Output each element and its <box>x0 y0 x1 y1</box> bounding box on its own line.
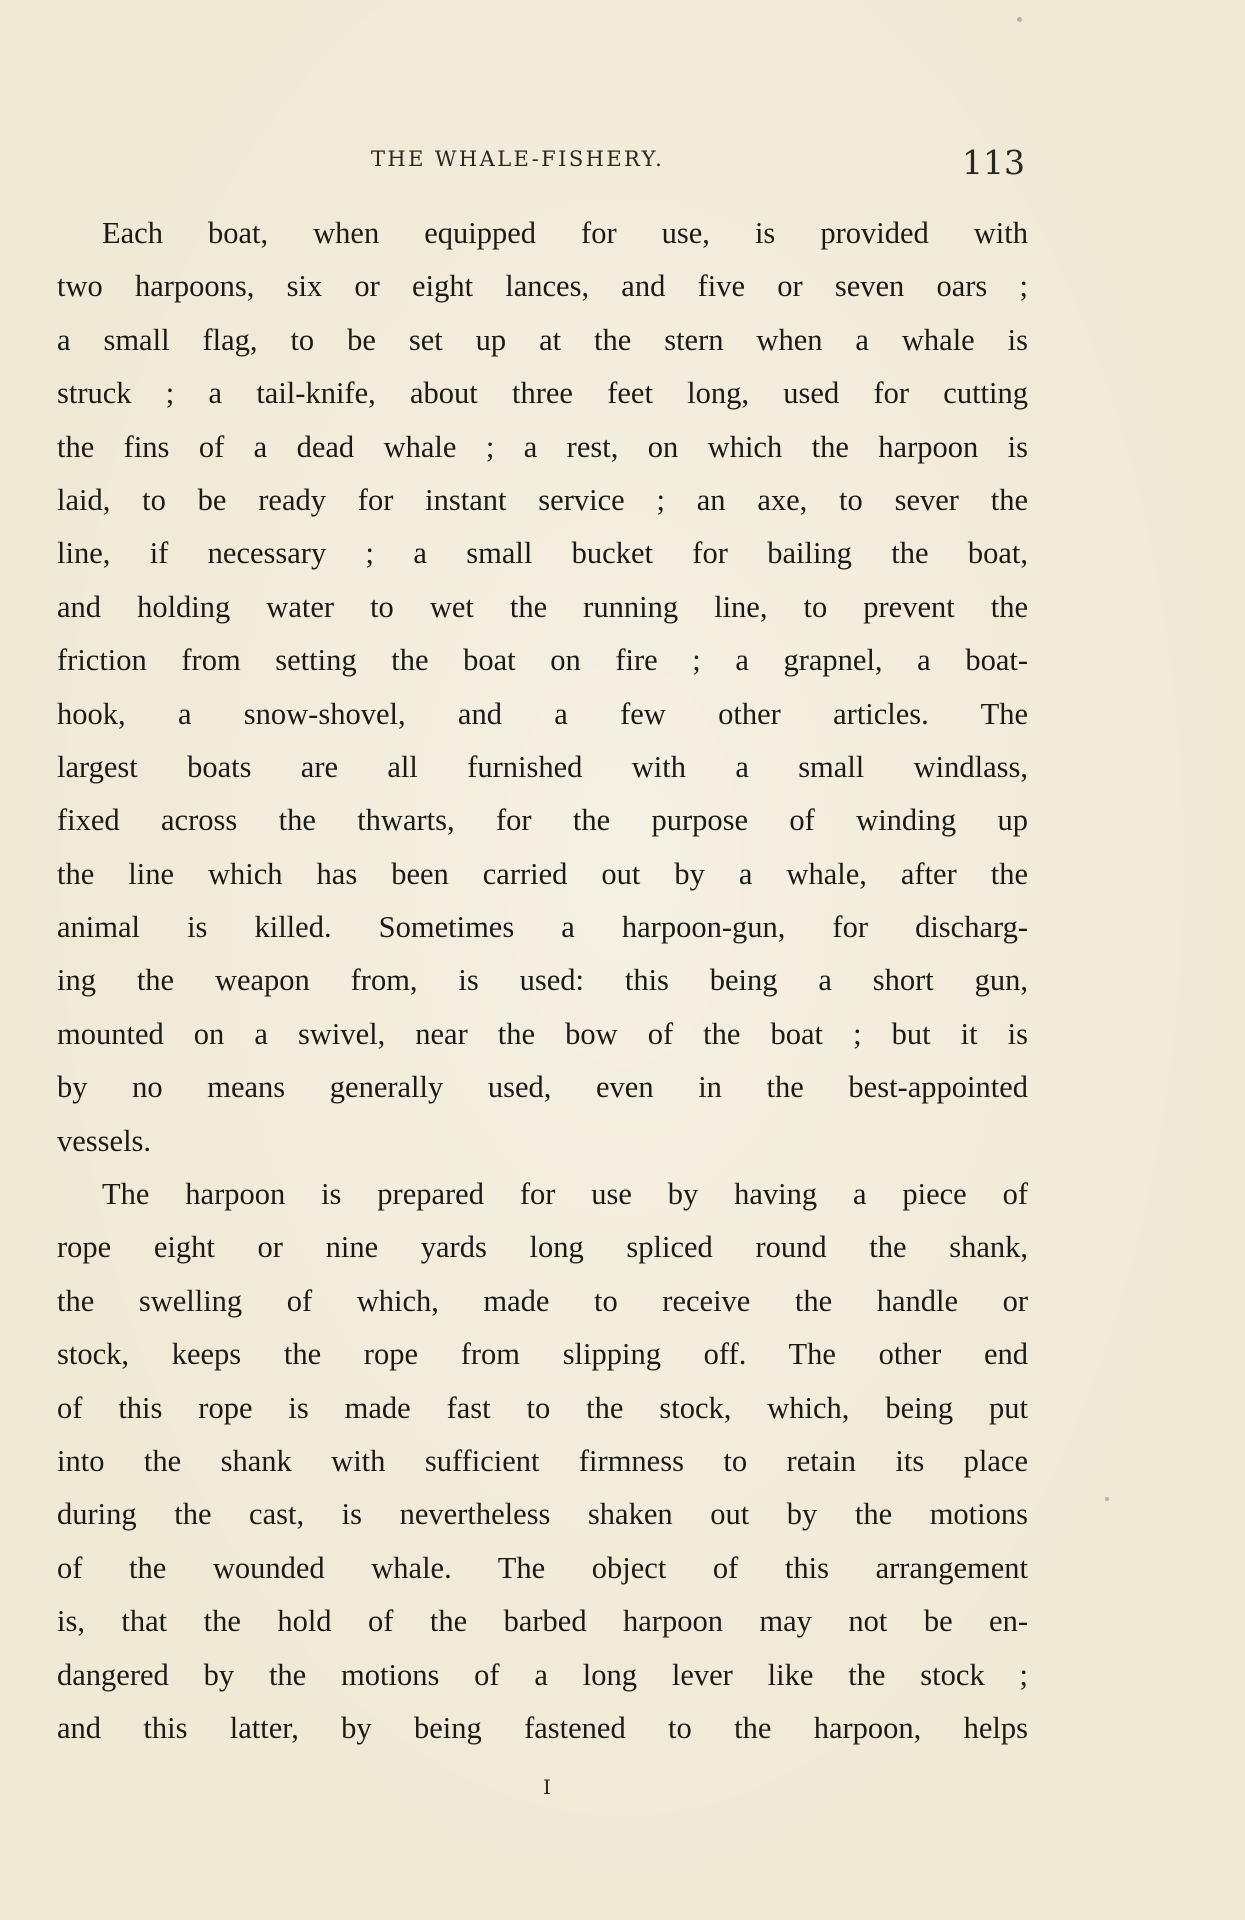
text-line: dangered by the motions of a long lever like the stock ; <box>57 1657 1028 1692</box>
text-line: line, if necessary ; a small bucket for bailing the boat, <box>57 536 1028 571</box>
text-line: laid, to be ready for instant service ; an axe, to sever the <box>57 482 1028 517</box>
text-line: a small flag, to be set up at the stern when a whale is <box>57 322 1028 357</box>
text-line: stock, keeps the rope from slipping off. The other end <box>57 1337 1028 1372</box>
running-head <box>0 143 1245 183</box>
page-number: 113 <box>962 143 1025 182</box>
text-line: ing the weapon from, is used: this being a short gun, <box>57 963 1028 998</box>
text-line: two harpoons, six or eight lances, and five or seven oars ; <box>57 269 1028 304</box>
text-line: Each boat, when equipped for use, is provided with <box>102 216 1028 250</box>
text-line: of this rope is made fast to the stock, which, being put <box>57 1390 1028 1425</box>
body-text <box>57 207 1028 1755</box>
text-line: is, that the hold of the barbed harpoon may not be en- <box>57 1604 1028 1639</box>
text-line: the swelling of which, made to receive the handle or <box>57 1283 1028 1318</box>
text-line: hook, a snow-shovel, and a few other articles. The <box>57 696 1028 731</box>
text-line: largest boats are all furnished with a small windlass, <box>57 749 1028 784</box>
text-line: the line which has been carried out by a whale, after the <box>57 856 1028 891</box>
paper-speck <box>1105 1497 1109 1501</box>
text-line: during the cast, is nevertheless shaken out by the motions <box>57 1497 1028 1532</box>
text-line: fixed across the thwarts, for the purpose of winding up <box>57 803 1028 838</box>
text-line: by no means generally used, even in the best-appointed <box>57 1070 1028 1105</box>
paragraph-1 <box>57 207 1028 1168</box>
running-head-title: THE WHALE-FISHERY. <box>371 147 665 171</box>
text-line: into the shank with sufficient firmness to retain its place <box>57 1443 1028 1478</box>
text-line: and this latter, by being fastened to the harpoon, helps <box>57 1710 1028 1745</box>
text-line: and holding water to wet the running line, to prevent the <box>57 589 1028 624</box>
text-line: mounted on a swivel, near the bow of the boat ; but it is <box>57 1016 1028 1051</box>
text-line: the fins of a dead whale ; a rest, on which the harpoon is <box>57 429 1028 464</box>
signature-mark: I <box>543 1775 551 1799</box>
text-line: of the wounded whale. The object of this arrangement <box>57 1550 1028 1585</box>
paragraph-2 <box>57 1168 1028 1755</box>
text-line: animal is killed. Sometimes a harpoon-gun, for discharg- <box>57 910 1028 945</box>
paper-speck <box>1017 17 1022 22</box>
text-line: vessels. <box>57 1123 152 1158</box>
text-line: struck ; a tail-knife, about three feet long, used for cutting <box>57 376 1028 411</box>
text-line: friction from setting the boat on fire ; a grapnel, a boat- <box>57 643 1028 678</box>
text-line: The harpoon is prepared for use by having a piece of <box>102 1177 1028 1212</box>
text-line: rope eight or nine yards long spliced round the shank, <box>57 1230 1028 1265</box>
